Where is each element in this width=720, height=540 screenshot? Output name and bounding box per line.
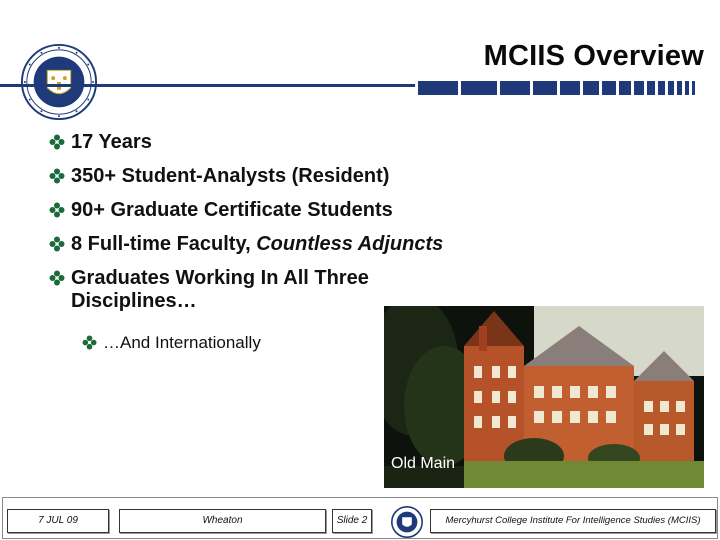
diamond-clover-bullet-icon bbox=[49, 202, 65, 218]
photo-caption: Old Main bbox=[391, 455, 456, 472]
diamond-clover-bullet-icon bbox=[49, 236, 65, 252]
diamond-clover-bullet-icon bbox=[82, 335, 97, 350]
bullet-text: 8 Full-time Faculty, bbox=[71, 233, 257, 255]
diamond-clover-bullet-icon bbox=[49, 134, 65, 150]
bullet-text: 350+ Student-Analysts (Resident) bbox=[71, 165, 390, 187]
diamond-clover-bullet-icon bbox=[49, 270, 65, 286]
footer-institute: Mercyhurst College Institute For Intelligence Studies (MCIIS) bbox=[430, 509, 716, 533]
sub-bullet bbox=[82, 333, 261, 353]
footer-slide-number: Slide 2 bbox=[332, 509, 372, 533]
slide-title: MCIIS Overview bbox=[483, 40, 704, 72]
bullet-text: 17 Years bbox=[71, 131, 152, 153]
diamond-clover-bullet-icon bbox=[49, 168, 65, 184]
bullet-item bbox=[49, 199, 569, 222]
bullet-text-italic: Countless Adjuncts bbox=[256, 233, 444, 255]
sub-bullet-text: …And Internationally bbox=[103, 333, 261, 352]
bullet-text: 90+ Graduate Certificate Students bbox=[71, 199, 393, 221]
bullet-item bbox=[49, 233, 569, 256]
footer-presenter: Wheaton bbox=[119, 509, 326, 533]
footer-date: 7 JUL 09 bbox=[7, 509, 109, 533]
bullet-item bbox=[49, 131, 569, 154]
header-rule-blocks bbox=[418, 81, 695, 95]
college-seal-icon bbox=[391, 506, 423, 538]
college-seal-icon bbox=[20, 43, 98, 121]
bullet-item bbox=[49, 165, 569, 188]
bullet-text: Graduates Working In All Three Disciplines… bbox=[71, 267, 369, 312]
bullet-list bbox=[49, 131, 569, 313]
header-rule bbox=[0, 84, 415, 87]
